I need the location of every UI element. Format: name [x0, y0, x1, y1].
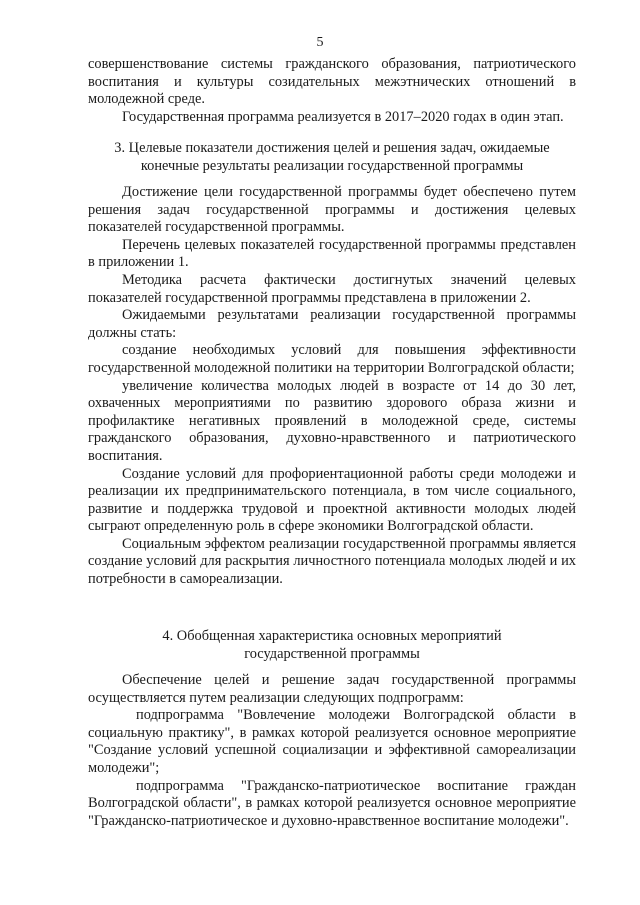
section-heading: 3. Целевые показатели достижения целей и решения задач, ожидаемые конечные результаты реализации государственной программы [114, 140, 550, 174]
paragraph: Создание условий для профориентационной работы среди молодежи и реализации их предпринимательского потенциала, в том числе социального, развитие и поддержка трудовой и проектной активности молодых людей сыграют определенную роль в сфере экономики Волгоградской области. [88, 465, 576, 535]
paragraph: Перечень целевых показателей государственной программы представлен в приложении 1. [88, 236, 576, 271]
paragraph: Обеспечение целей и решение задач государственной программы осуществляется путем реализации следующих подпрограмм: [88, 672, 576, 706]
page-number: 5 [316, 35, 324, 50]
list-item: создание необходимых условий для повышения эффективности государственной молодежной политики на территории Волгоградской области; [88, 342, 576, 376]
paragraph: Достижение цели государственной программы будет обеспечено путем решения задач государственной программы и достижения целевых показателей государственной программы. [88, 184, 576, 236]
section-4-body [88, 672, 576, 830]
section-3-body [88, 184, 576, 589]
list-item: увеличение количества молодых людей в возрасте от 14 до 30 лет, охваченных мероприятиями по развитию здорового образа жизни и профилактике негативных проявлений в молодежной среде, системы гражданского образования, духовно-нравственного и патриотического воспитания. [88, 377, 576, 464]
paragraph: Социальным эффектом реализации государственной программы является создание условий для раскрытия личностного потенциала молодых людей и их потребности в самореализации. [88, 535, 576, 588]
section-heading: 4. Обобщенная характеристика основных мероприятий государственной программы [162, 628, 502, 662]
list-item: подпрограмма "Гражданско-патриотическое воспитание граждан Волгоградской области", в рамках которой реализуется основное мероприятие "Гражданско-патриотическое и духовно-нравственное воспитание молодежи". [88, 777, 576, 829]
paragraph: Методика расчета фактически достигнутых значений целевых показателей государственной программы представлена в приложении 2. [88, 271, 576, 306]
paragraph: совершенствование системы гражданского образования, патриотического воспитания и культуры созидательных межэтнических отношений в молодежной среде. [88, 56, 576, 108]
section-intro [88, 56, 576, 126]
section-3-heading [104, 140, 560, 175]
paragraph: Ожидаемыми результатами реализации государственной программы должны стать: [88, 307, 576, 341]
list-item: подпрограмма "Вовлечение молодежи Волгоградской области в социальную практику", в рамках которой реализуется основное мероприятие "Создание условий успешной социализации и эффективной самореализации молодежи"; [88, 707, 576, 776]
paragraph: Государственная программа реализуется в 2017–2020 годах в один этап. [122, 108, 564, 125]
section-4-heading [128, 628, 536, 663]
